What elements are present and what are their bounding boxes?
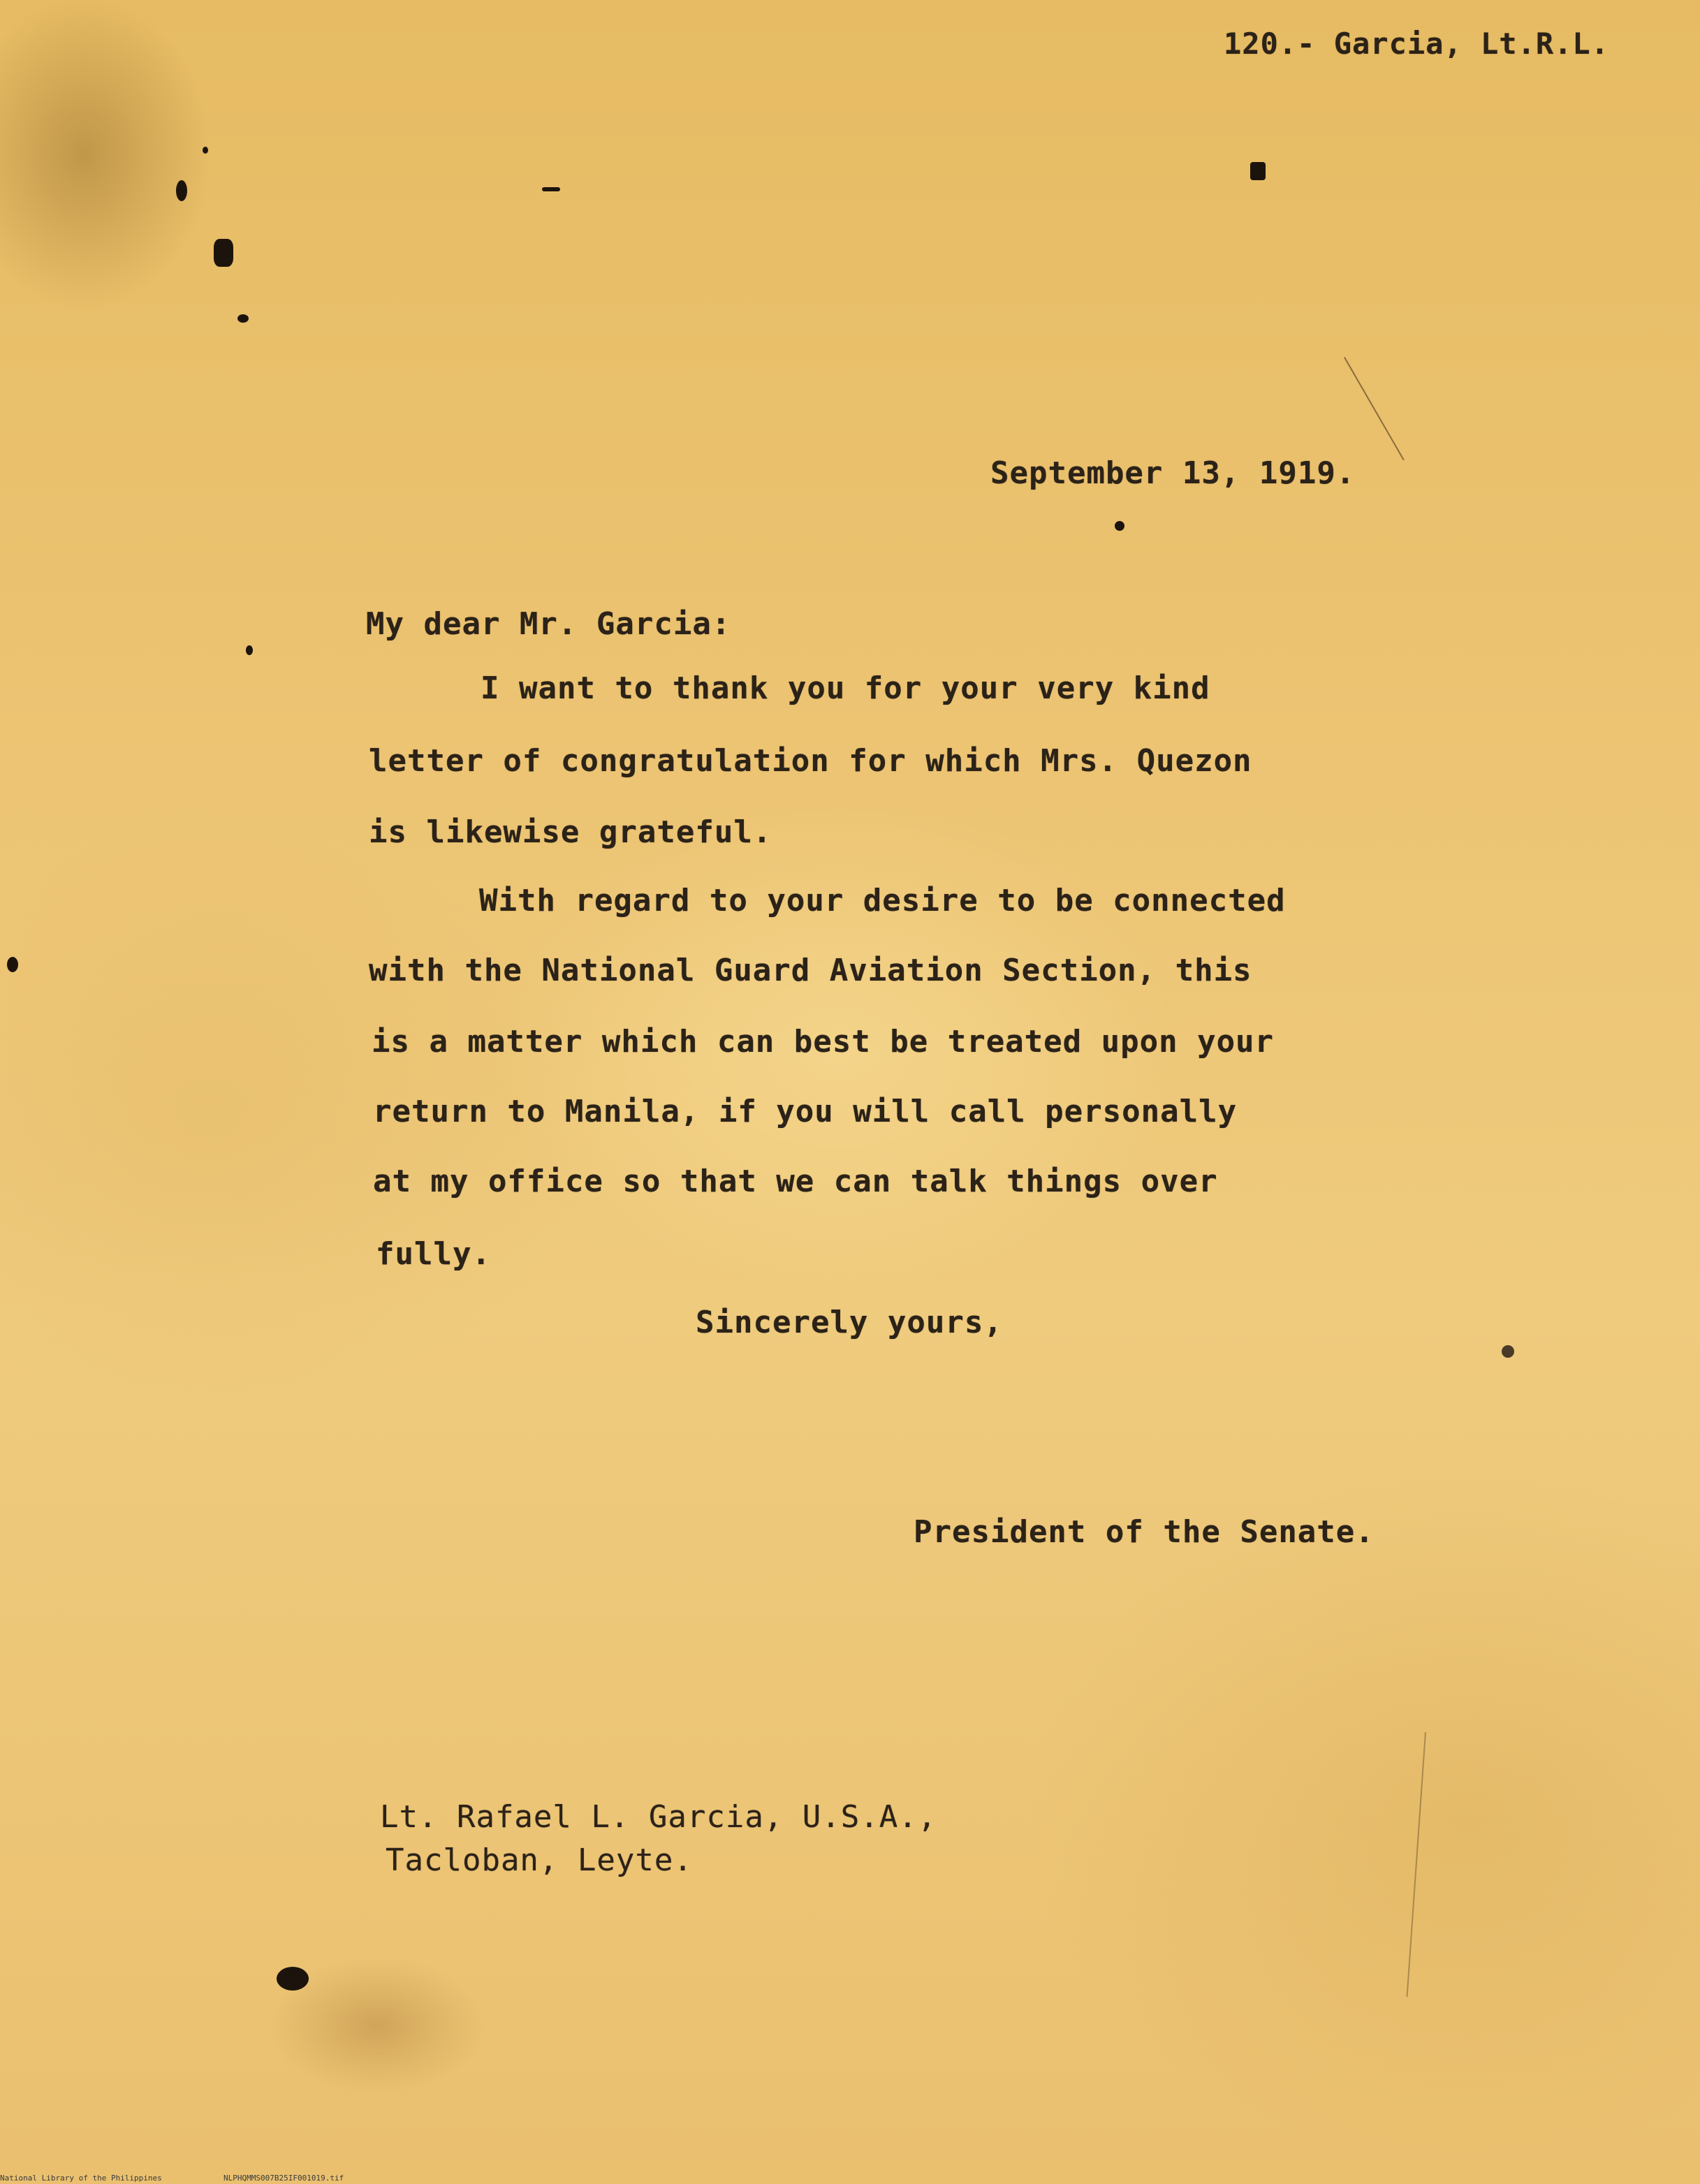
ink-blot bbox=[1115, 521, 1124, 531]
body-line: letter of congratulation for which Mrs. Quezon bbox=[369, 743, 1252, 779]
recipient-address-line: Tacloban, Leyte. bbox=[386, 1842, 693, 1878]
archive-filename: NLPHQMMS007B25IF001019.tif bbox=[224, 2174, 344, 2183]
recipient-address-line: Lt. Rafael L. Garcia, U.S.A., bbox=[380, 1799, 937, 1835]
body-line: is a matter which can best be treated upon your bbox=[372, 1024, 1275, 1060]
ink-blot bbox=[277, 1967, 309, 1991]
body-line: fully. bbox=[376, 1236, 491, 1272]
body-line: return to Manila, if you will call personally bbox=[373, 1094, 1238, 1129]
ink-blot bbox=[237, 314, 249, 323]
signer-title: President of the Senate. bbox=[914, 1514, 1375, 1550]
ink-blot bbox=[214, 239, 233, 267]
ink-blot bbox=[246, 645, 253, 655]
body-line: is likewise grateful. bbox=[369, 814, 772, 850]
ink-blot bbox=[203, 147, 208, 154]
letter-date: September 13, 1919. bbox=[990, 455, 1356, 491]
ink-blot bbox=[7, 957, 18, 972]
pencil-mark bbox=[1344, 357, 1405, 460]
file-reference: 120.- Garcia, Lt.R.L. bbox=[1224, 27, 1610, 61]
body-line: with the National Guard Aviation Section, this bbox=[369, 953, 1252, 988]
complimentary-close: Sincerely yours, bbox=[696, 1305, 1003, 1340]
pencil-mark bbox=[1406, 1732, 1426, 1997]
ink-blot bbox=[1502, 1345, 1514, 1358]
body-line: I want to thank you for your very kind bbox=[481, 670, 1210, 706]
body-line: at my office so that we can talk things over bbox=[373, 1164, 1218, 1199]
salutation: My dear Mr. Garcia: bbox=[366, 606, 731, 642]
ink-blot bbox=[176, 180, 187, 201]
ink-blot bbox=[542, 187, 560, 191]
body-line: With regard to your desire to be connected bbox=[479, 883, 1286, 918]
ink-blot bbox=[1250, 162, 1266, 180]
archive-credit: National Library of the Philippines bbox=[0, 2174, 162, 2183]
